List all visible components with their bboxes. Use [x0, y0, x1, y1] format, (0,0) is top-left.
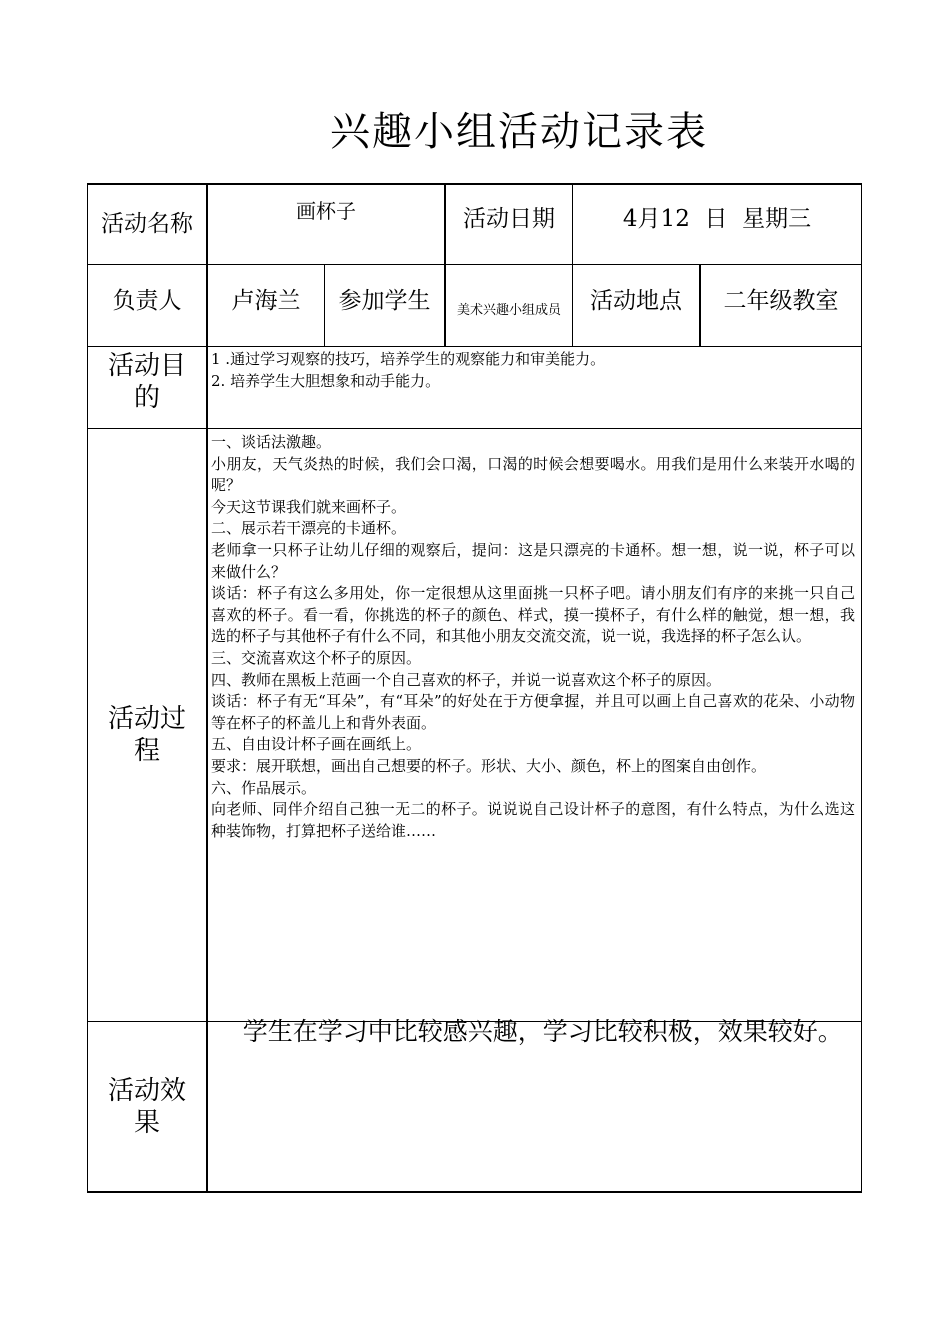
page-title: 兴趣小组活动记录表 [330, 109, 708, 155]
process-paragraph: 谈话：杯子有这么多用处，你一定很想从这里面挑一只杯子吧。请小朋友们有序的来挑一只自己喜欢的杯子。看一看，你挑选的杯子的颜色、样式，摸一摸杯子，有什么样的触觉，想一想，我选的杯子与其他杯子有什么不同，和其他小朋友交流交流，说一说，我选择的杯子怎么认。 [211, 584, 855, 646]
effect-label [87, 1022, 207, 1192]
purpose-content [208, 347, 861, 392]
process-paragraph: 老师拿一只杯子让幼儿仔细的观察后，提问：这是只漂亮的卡通杯。想一想，说一说，杯子可以来做什么？ [211, 540, 855, 581]
process-paragraph: 四、教师在黑板上范画一个自己喜欢的杯子，并说一说喜欢这个杯子的原因。 [211, 670, 722, 689]
process-paragraph: 三、交流喜欢这个杯子的原因。 [211, 648, 422, 667]
activity-name-label: 活动名称 [101, 210, 193, 237]
purpose-line: 2. 培养学生大胆想象和动手能力。 [211, 371, 441, 390]
process-paragraph: 五、自由设计杯子画在画纸上。 [211, 735, 422, 754]
students-value: 美术兴趣小组成员 [456, 302, 561, 318]
effect-label-text: 活动效果 [107, 1076, 186, 1138]
purpose-line: 1 .通过学习观察的技巧，培养学生的观察能力和审美能力。 [211, 350, 606, 368]
activity-name-value: 画杯子 [296, 199, 356, 223]
process-paragraph: 二、展示若干漂亮的卡通杯。 [211, 519, 407, 538]
process-paragraph: 要求：展开联想，画出自己想要的杯子。形状、大小、颜色，杯上的图案自由创作。 [211, 756, 767, 775]
leader-label: 负责人 [112, 287, 182, 314]
process-paragraph: 六、作品展示。 [211, 778, 317, 797]
process-paragraph: 今天这节课我们就来画杯子。 [211, 497, 407, 516]
record-table [87, 183, 862, 1193]
effect-content: 学生在学习中比较感兴趣，学习比较积极，效果较好。 [211, 1017, 843, 1046]
activity-date-label: 活动日期 [463, 205, 555, 232]
activity-date-value: 4月12 日 星期三 [622, 205, 812, 232]
process-label [87, 429, 207, 1041]
table-border-right [861, 183, 862, 1193]
place-value: 二年级教室 [723, 287, 839, 314]
process-paragraph: 谈话：杯子有无“耳朵”，有“耳朵”的好处在于方便拿握，并且可以画上自己喜欢的花朵、小动物等在杯子的杯盖儿上和背外表面。 [211, 692, 855, 732]
process-content [208, 430, 861, 842]
students-label: 参加学生 [338, 287, 431, 314]
purpose-label [87, 347, 207, 417]
process-paragraph: 向老师、同伴介绍自己独一无二的杯子。说说说自己设计杯子的意图，有什么特点，为什么选这种装饰物，打算把杯子送给谁…… [211, 800, 855, 840]
leader-value: 卢海兰 [231, 287, 301, 314]
purpose-label-text: 活动目的 [107, 351, 186, 413]
process-paragraph: 一、谈话法激趣。 [211, 433, 332, 451]
place-label: 活动地点 [590, 287, 682, 314]
process-paragraph: 小朋友，天气炎热的时候，我们会口渴，口渴的时候会想要喝水。用我们是用什么来装开水喝的呢？ [211, 454, 855, 495]
process-label-text: 活动过程 [107, 704, 186, 766]
